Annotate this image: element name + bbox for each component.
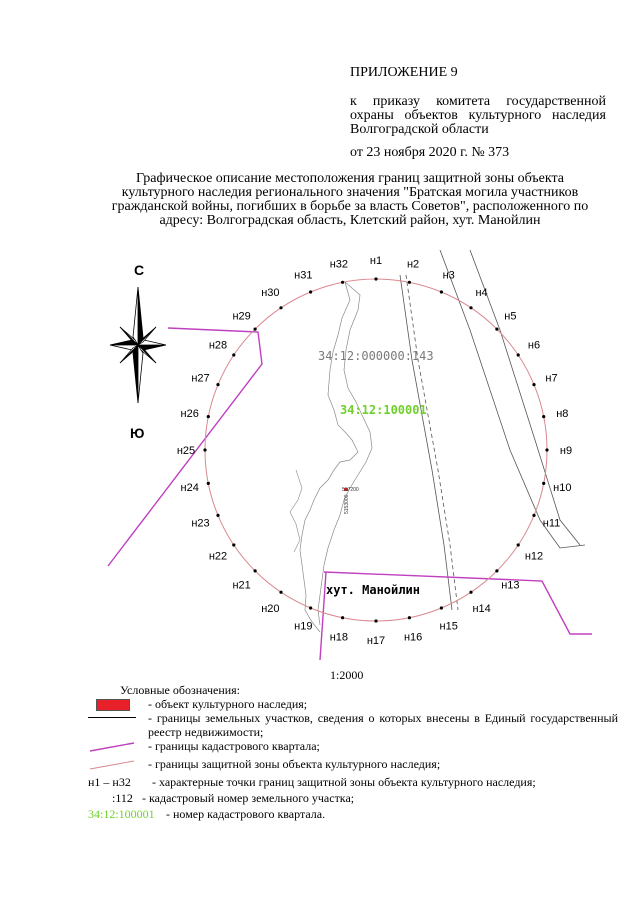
point-label-28: н28 [208, 339, 228, 352]
parcel-cadastral-label: 34:12:000000:143 [318, 349, 434, 363]
legend-zone-text: - границы защитной зоны объекта культурного наследия; [148, 757, 441, 771]
point-marker-20 [279, 591, 282, 594]
point-marker-7 [532, 383, 535, 386]
point-label-1: н1 [369, 255, 383, 267]
point-marker-30 [279, 306, 282, 309]
point-label-11: н11 [542, 517, 561, 530]
point-label-32: н32 [329, 258, 349, 271]
point-marker-16 [408, 616, 411, 619]
survey-label: 517200 [342, 487, 359, 493]
point-marker-13 [495, 569, 498, 572]
point-label-10: н10 [553, 482, 572, 495]
heritage-legend-symbol [96, 699, 130, 711]
point-marker-28 [232, 353, 235, 356]
point-marker-5 [495, 328, 498, 331]
quarter-cadastral-label: 34:12:100001 [340, 403, 427, 417]
point-label-27: н27 [191, 372, 210, 385]
point-marker-17 [374, 619, 377, 622]
quarter-legend-line [88, 739, 138, 753]
compass-south-label: Ю [130, 425, 145, 441]
point-label-26: н26 [180, 407, 199, 420]
point-label-21: н21 [232, 579, 251, 592]
point-label-12: н12 [524, 550, 544, 563]
point-marker-22 [232, 543, 235, 546]
point-label-9: н9 [559, 445, 573, 457]
point-label-16: н16 [403, 631, 423, 644]
point-marker-14 [469, 591, 472, 594]
point-marker-23 [216, 514, 219, 517]
point-label-23: н23 [191, 517, 210, 530]
point-marker-4 [469, 306, 472, 309]
point-label-24: н24 [180, 482, 199, 495]
parcel-boundary-line [440, 250, 585, 548]
point-marker-31 [309, 290, 312, 293]
point-marker-6 [517, 353, 520, 356]
point-label-30: н30 [261, 287, 280, 299]
point-label-31: н31 [294, 269, 313, 282]
point-marker-18 [341, 616, 344, 619]
legend-quarter-text: - границы кадастрового квартала; [148, 739, 320, 753]
order-reference: к приказу комитета государственной охраны объектов культурного наследия Волгоградской области [350, 94, 606, 137]
point-marker-8 [542, 415, 545, 418]
compass-north-label: С [134, 262, 145, 278]
point-marker-10 [542, 482, 545, 485]
quarter-number-legend-symbol: 34:12:100001 [88, 807, 155, 821]
point-label-6: н6 [527, 339, 541, 352]
map-scale: 1:2000 [330, 668, 364, 682]
points-legend-symbol: н1 – н32 [88, 775, 131, 789]
point-marker-9 [545, 448, 548, 451]
legend-quarter-number-text: - номер кадастрового квартала. [166, 807, 326, 821]
point-marker-21 [254, 569, 257, 572]
point-marker-29 [254, 328, 257, 331]
point-label-13: н13 [501, 579, 520, 592]
zone-legend-line [88, 757, 138, 771]
point-marker-19 [309, 606, 312, 609]
legend-title: Условные обозначения: [120, 683, 241, 697]
point-label-17: н17 [366, 635, 386, 647]
point-label-7: н7 [545, 372, 558, 385]
point-label-20: н20 [261, 603, 280, 615]
point-marker-27 [216, 383, 219, 386]
point-marker-11 [532, 514, 535, 517]
terrain-outline [300, 282, 372, 632]
point-label-3: н3 [442, 269, 455, 282]
legend-parcels-text: - границы земельных участков, сведения о которых внесены в Единый государственный реестр недвижимости; [148, 711, 618, 739]
settlement-label: хут. Манойлин [326, 583, 420, 597]
point-marker-2 [408, 281, 411, 284]
point-label-19: н19 [294, 620, 313, 633]
point-marker-15 [440, 606, 443, 609]
point-marker-26 [207, 415, 210, 418]
parcel-boundary-line [400, 275, 452, 610]
point-marker-3 [440, 290, 443, 293]
compass-rose [110, 287, 166, 403]
quarter-boundary-line [324, 572, 592, 634]
point-label-8: н8 [556, 407, 569, 420]
point-label-2: н2 [406, 258, 420, 271]
point-marker-24 [207, 482, 210, 485]
terrain-outline [290, 470, 302, 552]
point-marker-32 [341, 281, 344, 284]
point-label-14: н14 [472, 603, 491, 615]
point-label-18: н18 [329, 631, 349, 644]
point-label-22: н22 [208, 550, 228, 563]
order-date: от 23 ноября 2020 г. № 373 [350, 145, 510, 160]
protective-zone-circle [205, 279, 547, 621]
legend-cadnum-text: - кадастровый номер земельного участка; [142, 791, 355, 805]
characteristic-points [203, 277, 548, 622]
cadnum-legend-symbol: :112 [112, 791, 133, 805]
parcel-boundary-line [406, 275, 458, 610]
point-marker-1 [374, 277, 377, 280]
legend-points-text: - характерные точки границ защитной зоны объекта культурного наследия; [152, 775, 536, 789]
appendix-heading: ПРИЛОЖЕНИЕ 9 [350, 65, 458, 80]
land-parcel-boundaries [400, 250, 585, 610]
point-label-25: н25 [176, 445, 196, 457]
point-label-4: н4 [475, 287, 488, 299]
document-title: Графическое описание местоположения границ защитной зоны объекта культурного наследия регионального значения "Братская могила участников гражданской войны, погибших в борьбе за власть Советов", расположенного по адресу: Волгоградская область, Клетский район, хут. Манойлин [111, 171, 589, 228]
survey-label: 5153000 [344, 494, 350, 514]
point-marker-12 [517, 543, 520, 546]
parcel-legend-line [88, 717, 136, 718]
legend-heritage-text: - объект культурного наследия; [148, 697, 308, 711]
zone-map [0, 250, 640, 660]
point-label-15: н15 [439, 620, 458, 633]
point-label-5: н5 [504, 310, 517, 323]
point-label-29: н29 [232, 310, 251, 323]
point-marker-25 [203, 448, 206, 451]
